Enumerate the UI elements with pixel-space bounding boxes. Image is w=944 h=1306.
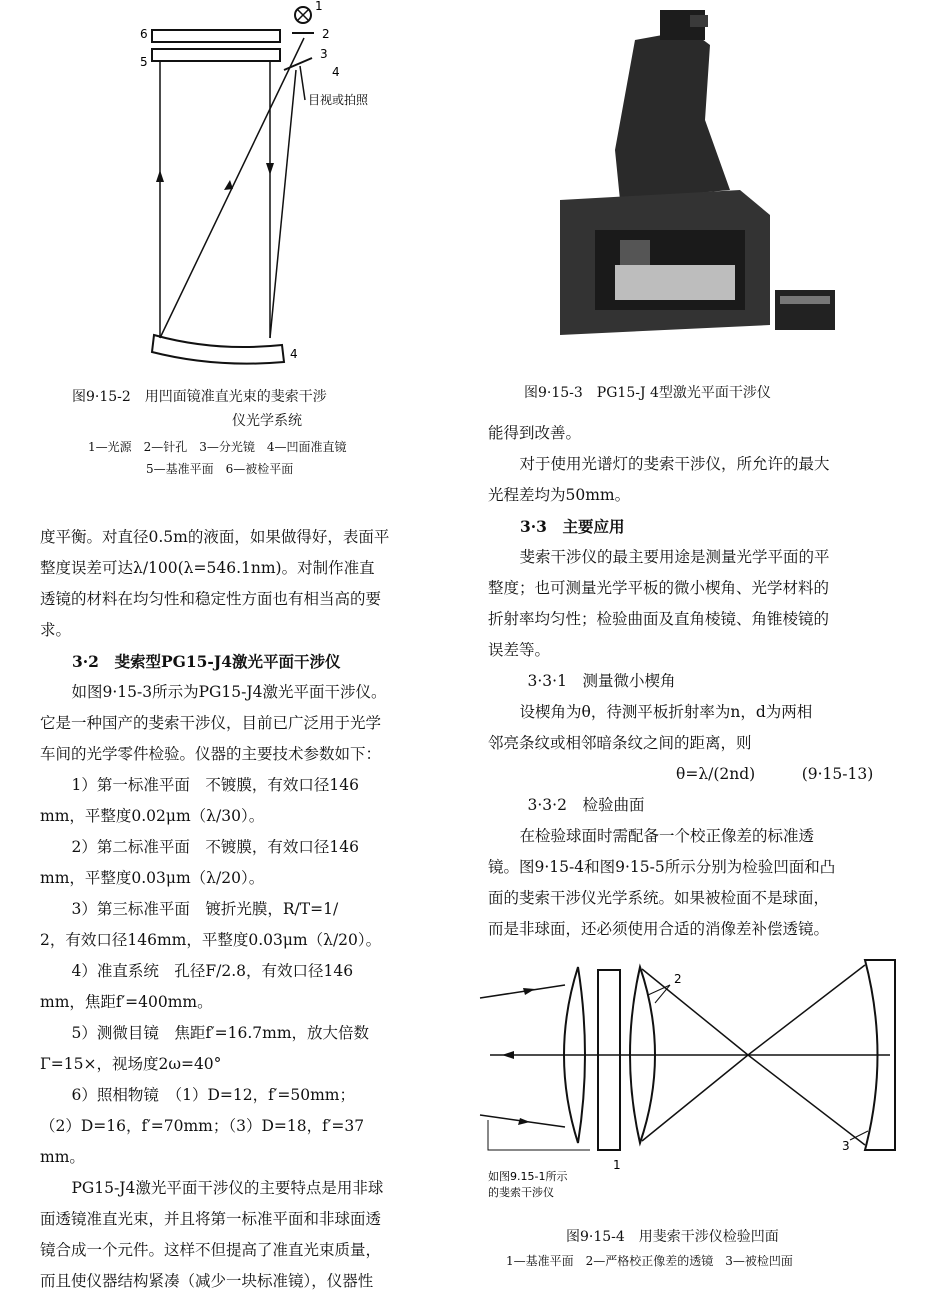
left-line-10: mm，平整度0.02μm（λ/30）。 — [40, 807, 265, 825]
fig4-legend: 1—基准平面 2—严格校正像差的透镜 3—被检凹面 — [506, 1254, 793, 1268]
left-line-18: Γ=15×，视场度2ω=40° — [40, 1055, 222, 1073]
label-1: 1 — [315, 0, 323, 13]
formula-9-15-13: θ=λ/(2nd) (9·15-13) — [676, 765, 874, 783]
left-line-13: 3）第三标准平面 镀折光膜，R/T=1/ — [56, 900, 339, 918]
left-line-3: 透镜的材料在均匀性和稳定性方面也有相当高的要 — [40, 590, 382, 608]
left-line-17: 5）测微目镜 焦距f′=16.7mm，放大倍数 — [56, 1024, 370, 1042]
label-4b: 4 — [290, 347, 298, 361]
left-line-7: 它是一种国产的斐索干涉仪，目前已广泛用于光学 — [40, 714, 382, 732]
fig2-legend-line2: 5—基准平面 6—被检平面 — [146, 462, 294, 476]
left-line-16: mm，焦距f′=400mm。 — [40, 993, 213, 1011]
reference-plate-1 — [598, 970, 620, 1150]
right-line-7: 折射率均匀性；检验曲面及直角棱镜、角锥棱镜的 — [488, 610, 830, 628]
label-4: 4 — [332, 65, 340, 79]
label-view: 目视或拍照 — [308, 93, 369, 107]
fig-9-15-2-diagram — [120, 0, 410, 375]
reference-flat-5 — [152, 49, 280, 61]
left-line-22: PG15-J4激光平面干涉仪的主要特点是用非球 — [56, 1179, 384, 1197]
fig4-ref-line1: 如图9.15-1所示 — [488, 1170, 568, 1183]
fig4-label-3: 3 — [842, 1139, 850, 1153]
left-line-2: 整度误差可达λ/100(λ=546.1nm)。对制作准直 — [40, 559, 375, 577]
right-line-16: 面的斐索干涉仪光学系统。如果被检面不是球面， — [488, 889, 830, 907]
section-3-2-heading: 3·2 斐索型PG15-J4激光平面干涉仪 — [72, 652, 341, 671]
fig4-caption: 图9·15-4 用斐索干涉仪检验凹面 — [566, 1229, 779, 1245]
left-line-24: 镜合成一个元件。这样不但提高了准直光束质量， — [40, 1241, 382, 1259]
fig3-caption: 图9·15-3 PG15-J 4型激光平面干涉仪 — [524, 385, 771, 401]
left-line-14: 2，有效口径146mm，平整度0.03μm（λ/20）。 — [40, 931, 382, 949]
left-line-12: mm，平整度0.03μm（λ/20）。 — [40, 869, 265, 887]
subsection-3-3-1-heading: 3·3·1 测量微小楔角 — [512, 672, 676, 690]
right-line-1: 能得到改善。 — [488, 424, 582, 442]
subsection-3-3-2-heading: 3·3·2 检验曲面 — [512, 796, 645, 814]
left-line-4: 求。 — [40, 621, 72, 639]
left-line-20: （2）D=16，f′=70mm；（3）D=18，f′=37 — [40, 1117, 365, 1135]
section-3-3-heading: 3·3 主要应用 — [520, 517, 625, 536]
left-line-1: 度平衡。对直径0.5m的液面，如果做得好，表面平 — [40, 528, 390, 546]
right-line-14: 在检验球面时需配备一个校正像差的标准透 — [504, 827, 815, 845]
left-line-19: 6）照相物镜 （1）D=12，f′=50mm； — [56, 1086, 355, 1104]
right-line-3: 光程差均为50mm。 — [488, 486, 631, 504]
right-line-11: 邻亮条纹或相邻暗条纹之间的距离，则 — [488, 734, 752, 752]
label-3: 3 — [320, 47, 328, 61]
fig4-ref-line2: 的斐索干涉仪 — [488, 1186, 554, 1199]
fig2-caption-line2: 仪光学系统 — [232, 413, 302, 429]
fig2-caption-line1: 图9·15-2 用凹面镜准直光束的斐索干涉 — [72, 389, 327, 405]
fig-9-15-3-photo — [540, 0, 865, 360]
left-line-23: 面透镜准直光束，并且将第一标准平面和非球面透 — [40, 1210, 382, 1228]
right-line-15: 镜。图9·15-4和图9·15-5所示分别为检验凹面和凸 — [488, 858, 836, 876]
right-line-2: 对于使用光谱灯的斐索干涉仪，所允许的最大 — [504, 455, 830, 473]
label-6: 6 — [140, 27, 148, 41]
left-line-6: 如图9·15-3所示为PG15-J4激光平面干涉仪。 — [56, 683, 387, 701]
right-line-10: 设楔角为θ，待测平板折射率为n，d为两相 — [504, 703, 813, 721]
left-line-8: 车间的光学零件检验。仪器的主要技术参数如下： — [40, 745, 382, 763]
fig4-label-2: 2 — [674, 972, 682, 986]
right-line-17: 而是非球面，还必须使用合适的消像差补偿透镜。 — [488, 920, 830, 938]
fig-9-15-4-diagram — [470, 955, 920, 1205]
left-line-25: 而且使仪器结构紧凑（减少一块标准镜），仪器性 — [40, 1272, 374, 1290]
test-flat-6 — [152, 30, 280, 42]
left-line-11: 2）第二标准平面 不镀膜，有效口径146 — [56, 838, 359, 856]
left-line-21: mm。 — [40, 1148, 85, 1166]
fig2-legend-line1: 1—光源 2—针孔 3—分光镜 4—凹面准直镜 — [88, 440, 347, 454]
label-2: 2 — [322, 27, 330, 41]
right-line-6: 整度；也可测量光学平板的微小楔角、光学材料的 — [488, 579, 830, 597]
left-line-9: 1）第一标准平面 不镀膜，有效口径146 — [56, 776, 359, 794]
right-line-5: 斐索干涉仪的最主要用途是测量光学平面的平 — [504, 548, 830, 566]
fig4-label-1: 1 — [613, 1158, 621, 1172]
concave-mirror-4 — [152, 335, 284, 364]
label-5: 5 — [140, 55, 148, 69]
left-line-15: 4）准直系统 孔径F/2.8，有效口径146 — [56, 962, 354, 980]
right-line-8: 误差等。 — [488, 641, 551, 659]
